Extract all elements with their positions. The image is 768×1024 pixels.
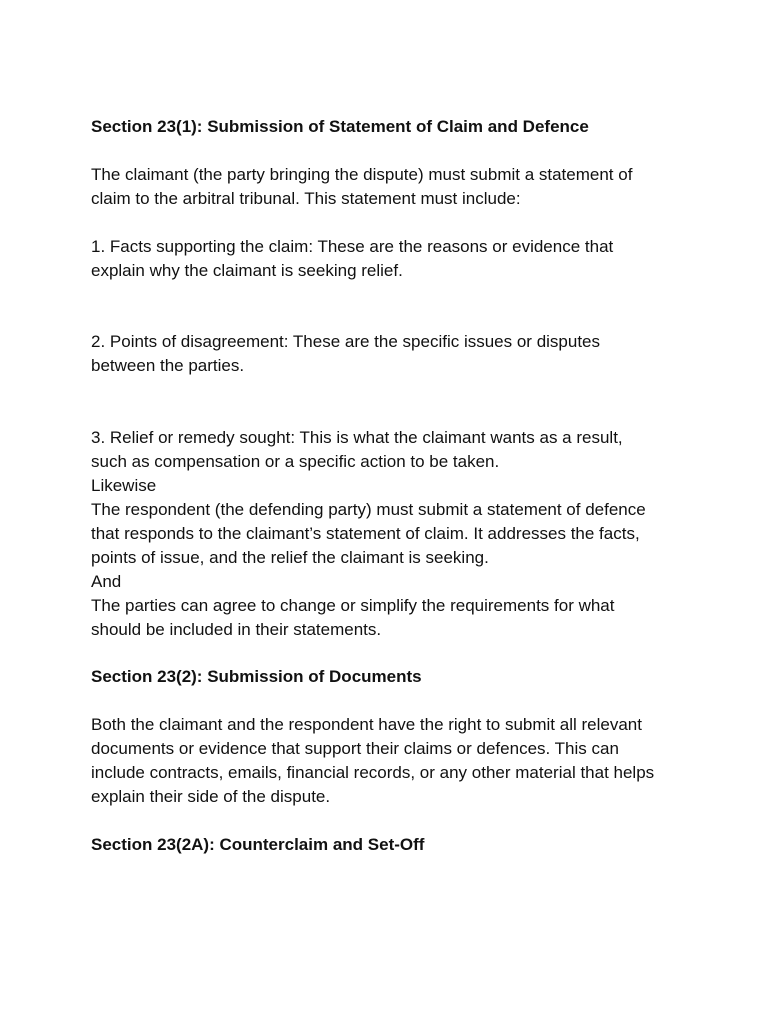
item-line: between the parties. <box>91 356 245 375</box>
item-line: explain why the claimant is seeking relief. <box>91 261 403 280</box>
item-line: The respondent (the defending party) must submit a statement of defence <box>91 500 646 519</box>
item-line: And <box>91 572 122 591</box>
item-line: Likewise <box>91 476 157 495</box>
body-line: explain their side of the dispute. <box>91 787 331 806</box>
section-23-1-heading: Section 23(1): Submission of Statement of Claim and Defence <box>91 117 589 136</box>
body-line: include contracts, emails, financial records, or any other material that helps <box>91 763 655 782</box>
item-line: that responds to the claimant’s statement of claim. It addresses the facts, <box>91 524 640 543</box>
item-line: 3. Relief or remedy sought: This is what the claimant wants as a result, <box>91 428 623 447</box>
intro-line: claim to the arbitral tribunal. This statement must include: <box>91 189 521 208</box>
section-23-2a-heading: Section 23(2A): Counterclaim and Set-Off <box>91 835 425 854</box>
item-line: 1. Facts supporting the claim: These are the reasons or evidence that <box>91 237 614 256</box>
item-line: The parties can agree to change or simplify the requirements for what <box>91 596 615 615</box>
claim-item-facts <box>91 235 691 283</box>
section-23-1-intro <box>91 163 691 211</box>
body-line: Both the claimant and the respondent have the right to submit all relevant <box>91 715 642 734</box>
body-line: documents or evidence that support their claims or defences. This can <box>91 739 619 758</box>
section-23-2-heading: Section 23(2): Submission of Documents <box>91 667 422 686</box>
item-line: points of issue, and the relief the claimant is seeking. <box>91 548 489 567</box>
section-23-2-body <box>91 713 691 809</box>
claim-item-disagreement <box>91 330 691 378</box>
item-line: such as compensation or a specific action to be taken. <box>91 452 500 471</box>
claim-item-relief <box>91 426 691 642</box>
intro-line: The claimant (the party bringing the dispute) must submit a statement of <box>91 165 633 184</box>
item-line: 2. Points of disagreement: These are the specific issues or disputes <box>91 332 601 351</box>
item-line: should be included in their statements. <box>91 620 382 639</box>
